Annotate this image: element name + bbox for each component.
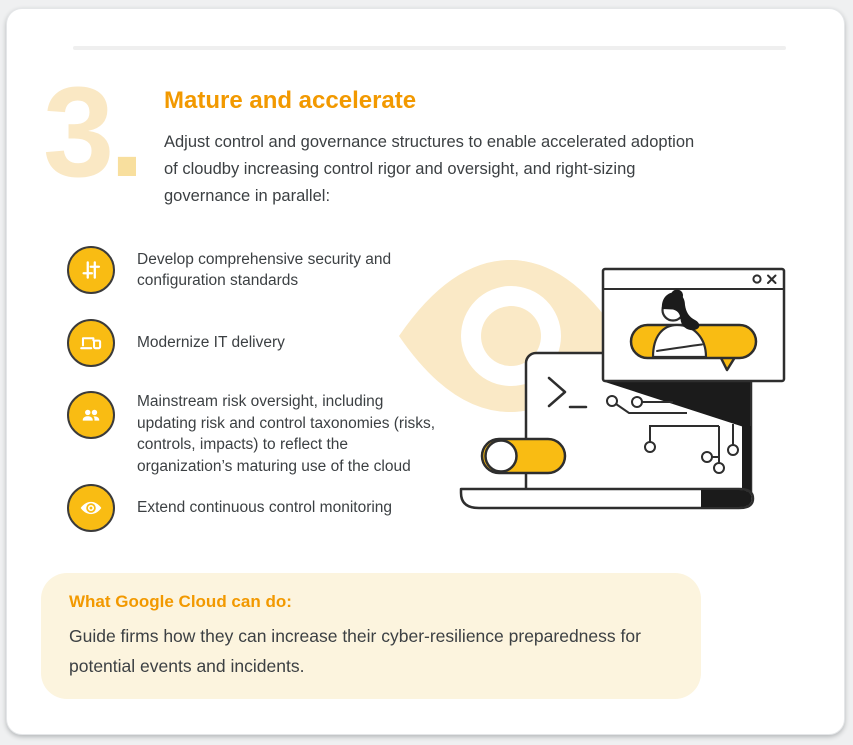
top-divider [73,46,786,50]
bullet-text: Develop comprehensive security and configuration standards [137,250,392,289]
cloud-governance-illustration [389,246,821,536]
callout-title: What Google Cloud can do: [69,592,292,611]
browser-window [603,269,784,381]
step-number-digit: 3 [43,61,110,204]
step-description: Adjust control and governance structures to enable accelerated adoption of cloudby increasing control rigor and oversight, and right-sizing governance in parallel: [164,133,695,205]
callout-body: Guide firms how they can increase their cyber-resilience preparedness for potential events and incidents. [69,626,641,676]
bullet-text: Extend continuous control monitoring [137,499,393,517]
eye-icon [67,484,115,532]
laptop-base [461,489,753,508]
toggle-switch [482,439,565,473]
page-card [6,8,845,735]
callout-box [41,573,701,699]
step-title: Mature and accelerate [164,87,417,114]
bullet-text: Modernize IT delivery [137,334,285,352]
screen-edge-dark [742,426,751,496]
step-number-dot: . [109,61,140,204]
bullet-text: Mainstream risk oversight, including updating risk and control taxonomies (risks, controls, impacts) to reflect the organization’s maturing use of the cloud [137,393,436,475]
sliders-icon [67,246,115,294]
people-icon [67,391,115,439]
step-number [43,61,140,204]
devices-icon [67,319,115,367]
